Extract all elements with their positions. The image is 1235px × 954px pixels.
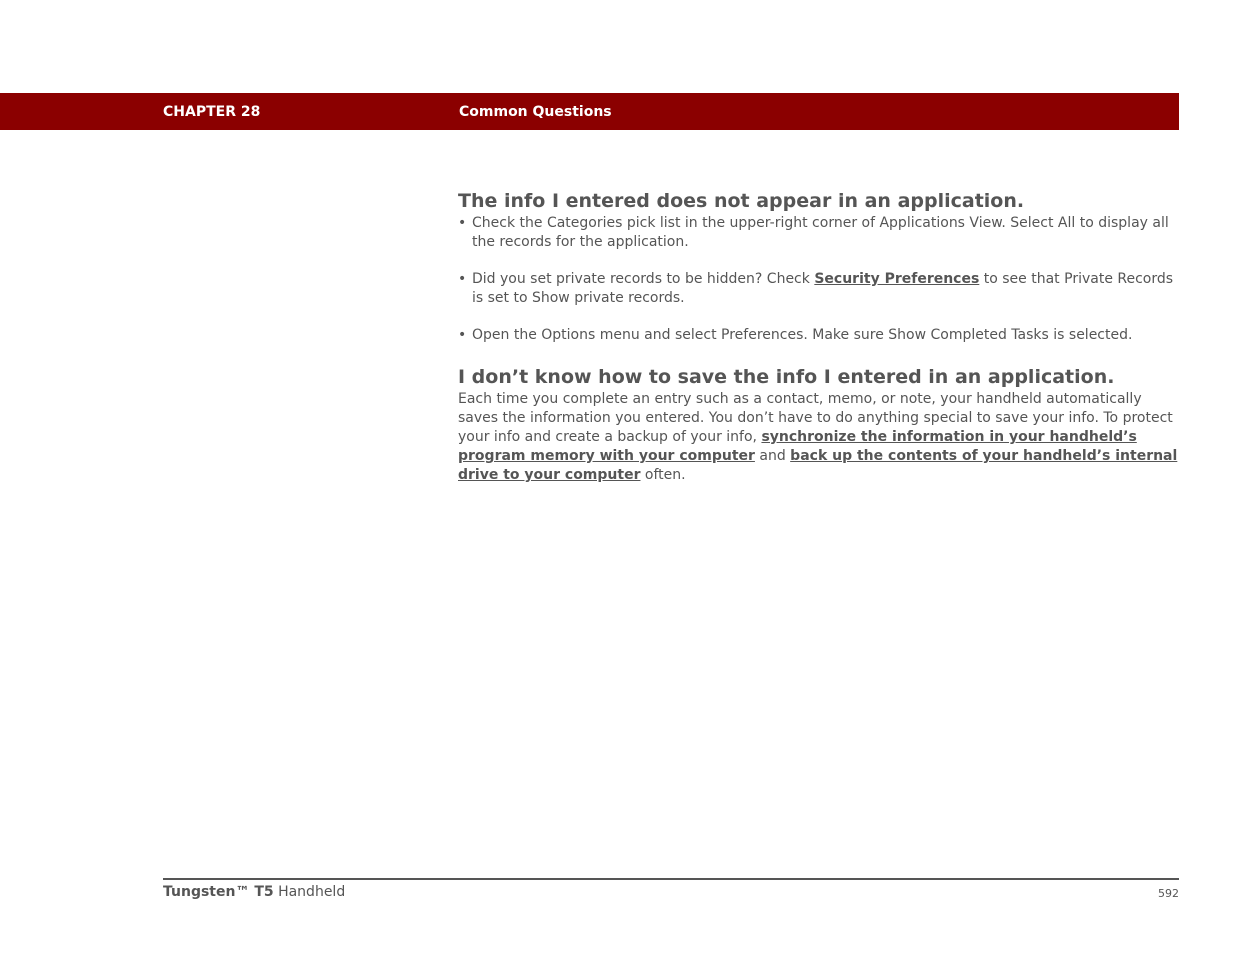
security-preferences-link[interactable]: Security Preferences xyxy=(814,271,980,287)
synchronize-link[interactable]: synchronize the information in your handheld’s program memory with your computer xyxy=(458,429,1137,464)
brand-name: Tungsten™ T5 xyxy=(163,884,274,900)
chapter-title: Common Questions xyxy=(459,104,612,120)
list-item xyxy=(458,270,1178,308)
section-heading-info-not-appear: The info I entered does not appear in an application. xyxy=(458,190,1025,212)
paragraph-text-after: often. xyxy=(640,467,686,483)
list-item-text: Open the Options menu and select Preferences. Make sure Show Completed Tasks is selected. xyxy=(472,327,1133,343)
save-info-paragraph xyxy=(458,390,1178,485)
troubleshooting-list xyxy=(458,214,1178,345)
page-number: 592 xyxy=(1158,887,1179,900)
product-type: Handheld xyxy=(273,884,346,900)
list-item-text-after: to see that Private Records is set to Show private records. xyxy=(472,271,1174,306)
backup-drive-link[interactable]: back up the contents of your handheld’s internal drive to your computer xyxy=(458,448,1178,483)
paragraph-text-before: Each time you complete an entry such as a contact, memo, or note, your handheld automatically saves the information you entered. You don’t have to do anything special to save your info. To protect your info and create a backup of your info, xyxy=(458,391,1173,445)
bullet-icon: • xyxy=(458,215,467,231)
list-item xyxy=(458,214,1178,252)
section-heading-save-info: I don’t know how to save the info I entered in an application. xyxy=(458,366,1115,388)
paragraph-text-middle: and xyxy=(754,448,791,464)
bullet-icon: • xyxy=(458,327,467,343)
footer-divider xyxy=(163,878,1179,880)
list-item xyxy=(458,326,1178,345)
chapter-label: CHAPTER 28 xyxy=(163,104,261,120)
main-content xyxy=(458,188,1178,485)
list-item-text-before: Did you set private records to be hidden? Check xyxy=(472,271,815,287)
list-item-text: Check the Categories pick list in the upper-right corner of Applications View. Select All to display all the records for the application. xyxy=(472,215,1169,250)
footer-product-name xyxy=(163,884,345,900)
bullet-icon: • xyxy=(458,271,467,287)
